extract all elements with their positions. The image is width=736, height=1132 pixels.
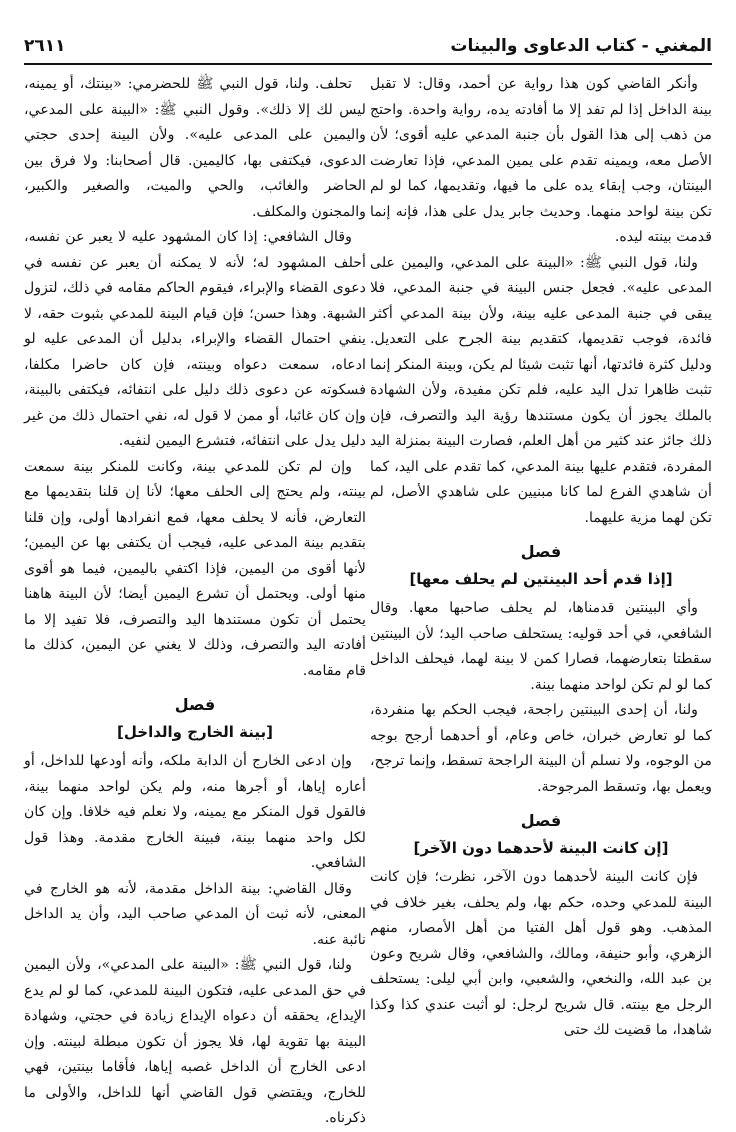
- paragraph: تحلف. ولنا، قول النبي ﷺ للحضرمي: «بينتك، أو يمينه، ليس لك إلا ذلك». وقول النبي ﷺ: «البينة على المدعي، واليمين على المدعى عليه». ولأن البينة إحدى حجتي الدعوى، فيكتفى بها، كاليمين. قال أصحابنا: ولا فرق بين الحاضر والغائب، والحي والميت، والصغير والكبير، والمجنون والمكلف.: [24, 76, 366, 220]
- paragraph: وأنكر القاضي كون هذا رواية عن أحمد، وقال: لا تقبل بينة الداخل إذا لم تفد إلا ما أفادته يده، رواية واحدة. واحتج من ذهب إلى هذا القول بأن جنبة المدعي عليه أقوى؛ لأن الأصل معه، ويمينه تقدم على يمين المدعي، فإذا تعارضت البينتان، وجب إبقاء يده على ما فيها، وتقديمها، كما لو لم تكن بينة لواحد منهما. وحديث جابر يدل على هذا، فإنه إنما قدمت بينته ليده.: [370, 76, 712, 245]
- section-heading: فصل: [520, 811, 562, 830]
- paragraph: ولنا، قول النبي ﷺ: «البينة على المدعي»، ولأن اليمين في حق المدعى عليه، فتكون البينة للمدعي، كما لو لم يدع الإيداع، يحققه أن دعواه الإيداع زيادة في حجتي، وشهادة البينة بها تقوية لها، فلا يجوز أن تكون مبطلة لبينته. وإن ادعى الخارج أن الداخل غصبه إياها، فأقاما بينتين، فهي للخارج، ويقتضي قول القاضي أنها للداخل، والأولى ما ذكرناه.: [24, 957, 366, 1126]
- section-heading: فصل: [174, 695, 216, 714]
- page-header: [24, 34, 712, 62]
- section-subheading: [بينة الخارج والداخل]: [117, 722, 273, 741]
- paragraph: وأي البينتين قدمناها، لم يحلف صاحبها معها. وقال الشافعي، في أحد قوليه: يستحلف صاحب اليد؛ لأن البينتين سقطتا بتعارضهما، فصارا كمن لا بينة لهما، فيحلف الداخل كما لو لم تكن لواحد منهما بينة.: [370, 600, 712, 693]
- page-number: ٢٦١١: [24, 36, 66, 56]
- paragraph: وقال الشافعي: إذا كان المشهود عليه لا يعبر عن نفسه، أحلف المشهود له؛ لأنه لا يمكنه أن يعبر عن نفسه في دعوى القضاء والإبراء، فيقوم الحاكم مقامه في ذلك، لتزول الشبهة. وهذا حسن؛ فإن قيام البينة للمدعي بثبوت حقه، لا ينفي احتمال القضاء والإبراء، بدليل أن المدعى عليه لو ادعاه، سمعت دعواه وبينته، فإن كان حاضرا مكلفا، فسكوته عن دعوى ذلك دليل على انتفائه، فيكتفى بالبينة، وإن كان غائبا، أو ممن لا قول له، نفي احتمال ذلك من غير دليل يدل على انتفائه، فتشرع اليمين لنفيه.: [24, 229, 366, 449]
- header-rule: [24, 63, 712, 65]
- paragraph: فإن كانت البينة لأحدهما دون الآخر، نظرت؛ فإن كانت البينة للمدعي وحده، حكم بها، ولم يحلف، بغير خلاف في المذهب. وهو قول أهل الفتيا من أهل الأمصار، منهم الزهري، وأبو حنيفة، ومالك، والشافعي، وقال شريح وعون بن عبد الله، والنخعي، والشعبي، وابن أبي ليلى: يستحلف الرجل مع بينته. قال شريح لرجل: لو أثبت عندي كذا وكذا شاهدا، ما قضيت لك حتى: [370, 869, 712, 1038]
- paragraph: ولنا، أن إحدى البينتين راجحة، فيجب الحكم بها منفردة، كما لو تعارض خبران، خاص وعام، أو أحدهما أرجح بوجه من الوجوه، ولا نسلم أن البينة الراجحة تسقط، وإنما ترجح، ويعمل بها، وتسقط المرجوحة.: [370, 702, 712, 795]
- paragraph: وإن ادعى الخارج أن الدابة ملكه، وأنه أودعها للداخل، أو أعاره إياها، أو أجرها منه، ولم يكن لواحد منهما بينة، فالقول قول المنكر مع يمينه، ولا نعلم فيه خلافا. وإن كان لكل واحد منهما بينة، فبينة الخارج مقدمة. وهذا قول الشافعي.: [24, 753, 366, 871]
- paragraph: وإن لم تكن للمدعي بينة، وكانت للمنكر بينة سمعت بينته، ولم يحتج إلى الحلف معها؛ لأنا إن قلنا بتقديمها مع التعارض، فأنه لا يحلف معها، فمع انفرادها أولى، وإن قلنا بتقديم بينة المدعى عليه، فيجب أن يكتفى بها عن اليمين؛ لأنها أقوى من اليمين، فإذا اكتفي باليمين، فيما هو أقوى منها أولى. ويحتمل أن تشرع اليمين أيضا؛ لأن البينة هاهنا يحتمل أن تكون مستندها اليد والتصرف، فلا تفيد إلا ما أفادته اليد والتصرف، وذلك لا يغني عن اليمين، كذلك ما قام مقامه.: [24, 458, 366, 679]
- section-subheading: [إذا قدم أحد البينتين لم يحلف معها]: [409, 569, 673, 588]
- section-subheading: [إن كانت البينة لأحدهما دون الآخر]: [413, 838, 669, 857]
- right-column: [370, 72, 712, 1076]
- paragraph: ولنا، قول النبي ﷺ: «البينة على المدعي، واليمين على المدعى عليه». فجعل جنس البينة في جنبة المدعي، فلا يبقى في جنبة المدعى عليه بينة، ولأن بينة المدعي أكثر فائدة، فوجب تقديمها، كتقديم بينة الجرح على التعديل. ودليل كثرة فائدتها، أنها تثبت شيئا لم يكن، وبينة المنكر إنما تثبت ظاهرا تدل اليد عليه، فلم تكن مفيدة، ولأن الشهادة بالملك يجوز أن يكون مستندها رؤية اليد والتصرف، فإن ذلك جائز عند كثير من أهل العلم، فصارت البينة بمنزلة اليد المفردة، فتقدم عليها بينة المدعي، كما تقدم على اليد، كما أن شاهدي الفرع لما كانا مبنيين على شاهدي الأصل، لم تكن لهما مزية عليهما.: [370, 254, 712, 526]
- left-column: [24, 72, 366, 1126]
- paragraph: وقال القاضي: بينة الداخل مقدمة، لأنه هو الخارج في المعنى، لأنه ثبت أن المدعي صاحب اليد، وأن يد الداخل نائبة عنه.: [24, 880, 366, 948]
- section-heading: فصل: [520, 542, 562, 561]
- running-title: المغني - كتاب الدعاوى والبينات: [450, 36, 712, 56]
